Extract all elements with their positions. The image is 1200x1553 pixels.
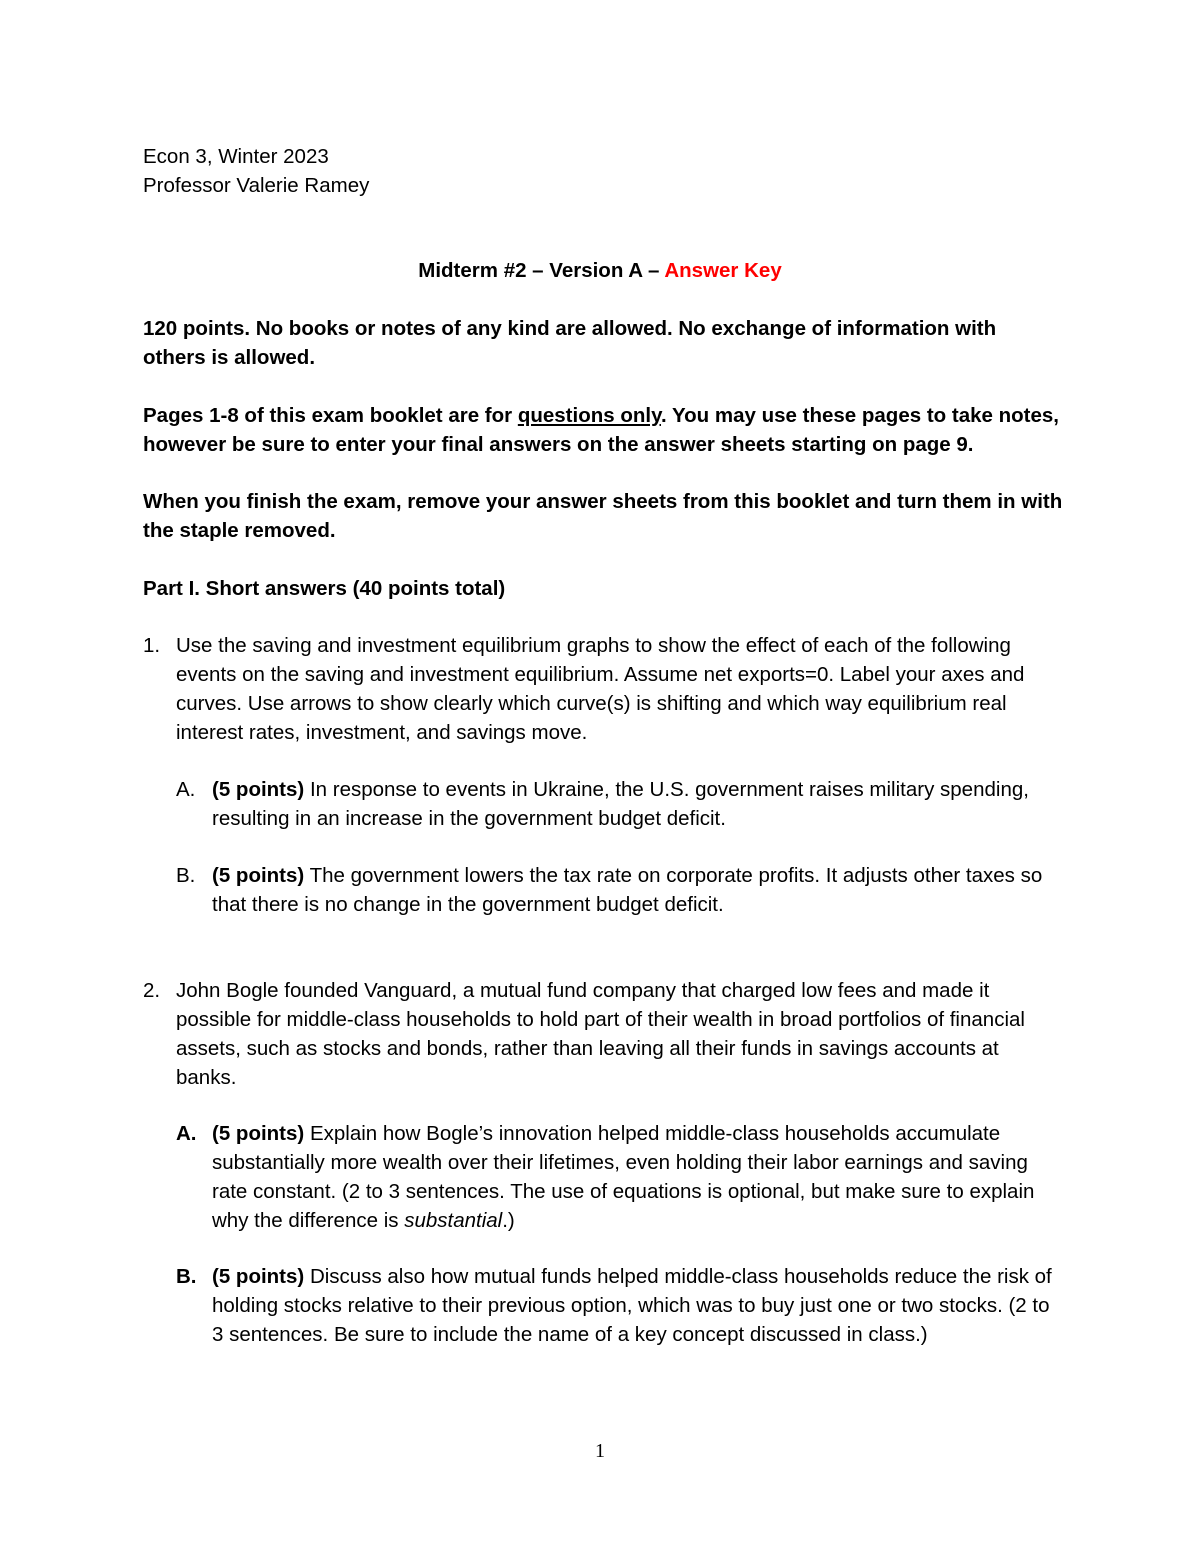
question-2b <box>176 1262 1066 1349</box>
question-1-text: Use the saving and investment equilibrium graphs to show the effect of each of the following events on the saving and investment equilibrium. Assume net exports=0. Label your axes and curves. Use arrows to show clearly which curve(s) is shifting and which way equilibrium real interest rates, investment, and savings move. <box>176 634 1025 744</box>
question-2a-body <box>212 1119 1066 1235</box>
question-2a-text: Explain how Bogle’s innovation helped middle-class households accumulate substantially more wealth over their lifetimes, even holding their labor earnings and saving rate constant. (2 to 3 sentences. The use of equations is optional, but make sure to explain why the difference is <box>212 1122 1035 1232</box>
instructions-pages-after: . You may use these pages to take notes, however be sure to enter your final answers on the answer sheets starting on page 9. <box>143 404 1059 456</box>
instructions-pages-before: Pages 1-8 of this exam booklet are for <box>143 404 518 427</box>
question-2a-letter: A. <box>176 1122 197 1145</box>
instructions-pages <box>143 401 1063 459</box>
exam-title <box>0 256 1200 285</box>
question-1a <box>176 775 1066 833</box>
part1-heading: Part I. Short answers (40 points total) <box>143 577 506 600</box>
professor-line: Professor Valerie Ramey <box>143 174 370 197</box>
instructions-finish: When you finish the exam, remove your answer sheets from this booklet and turn them in with the staple removed. <box>143 490 1063 542</box>
course-line: Econ 3, Winter 2023 <box>143 145 329 168</box>
title-main: Midterm #2 – Version A – <box>418 259 665 282</box>
question-2 <box>143 976 1063 1092</box>
instructions-points: 120 points. No books or notes of any kind are allowed. No exchange of information with others is allowed. <box>143 317 997 369</box>
question-1b-points: (5 points) <box>212 864 305 887</box>
question-1b <box>176 861 1066 919</box>
question-2a-points: (5 points) <box>212 1122 305 1145</box>
question-2b-points: (5 points) <box>212 1265 305 1288</box>
question-1a-text: In response to events in Ukraine, the U.S. government raises military spending, resulting in an increase in the government budget deficit. <box>212 778 1029 830</box>
question-1a-points: (5 points) <box>212 778 305 801</box>
question-2a-end: .) <box>502 1209 515 1232</box>
question-1-number: 1. <box>143 634 161 657</box>
question-2b-body <box>212 1262 1066 1349</box>
question-2-text: John Bogle founded Vanguard, a mutual fund company that charged low fees and made it possible for middle-class households to hold part of their wealth in broad portfolios of financial assets, such as stocks and bonds, rather than leaving all their funds in savings accounts at banks. <box>176 979 1025 1089</box>
question-1a-letter: A. <box>176 778 196 801</box>
question-1a-body <box>212 775 1066 833</box>
question-2b-letter: B. <box>176 1265 197 1288</box>
answer-key-label: Answer Key <box>664 259 782 282</box>
question-2a <box>176 1119 1066 1235</box>
question-1b-body <box>212 861 1066 919</box>
question-2b-text: Discuss also how mutual funds helped middle-class households reduce the risk of holding stocks relative to their previous option, which was to buy just one or two stocks. (2 to 3 sentences. Be sure to include the name of a key concept discussed in class.) <box>212 1265 1052 1346</box>
instructions-questions-only: questions only <box>517 404 661 427</box>
page-number: 1 <box>595 1440 605 1462</box>
question-1 <box>143 631 1063 747</box>
question-1b-letter: B. <box>176 864 196 887</box>
header <box>143 142 743 200</box>
question-1b-text: The government lowers the tax rate on corporate profits. It adjusts other taxes so that there is no change in the government budget deficit. <box>212 864 1043 916</box>
question-2-number: 2. <box>143 979 161 1002</box>
question-2a-italic: substantial <box>404 1209 503 1232</box>
